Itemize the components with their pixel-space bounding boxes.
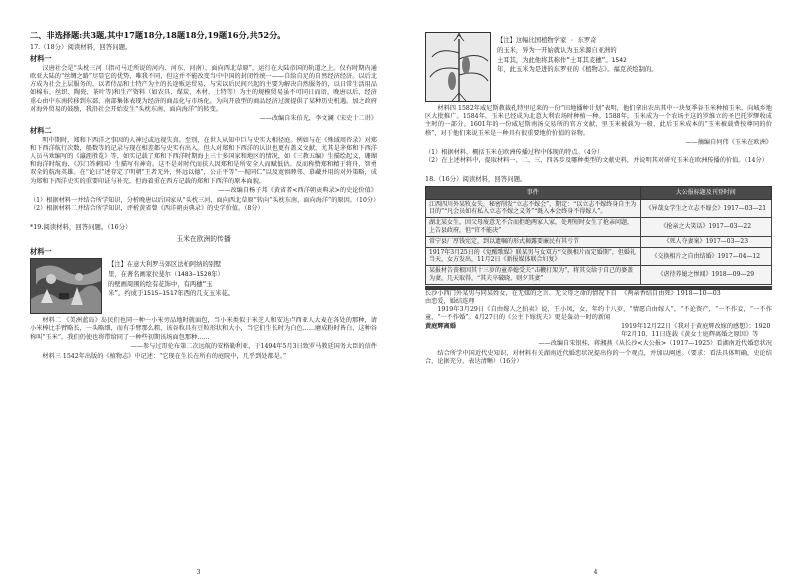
- q17-material-2-source: ——改编自杨子邦《黄省者<西洋朝贡典录>的史论价值》: [218, 186, 377, 194]
- table-cell-event: 江西四川外某牧女失，秘密削发“立志不嫁会”，期定：“以立志不嫁终身自主为目的”“凡会员如有私入立志不嫁之义务”“既入本会终身不得嫁人”。: [426, 199, 641, 218]
- table-row: [426, 218, 772, 237]
- caption-line: 年，此玉米为是进的东罗亚的《植物志》。福克茨绘制的。: [497, 66, 658, 74]
- continuation-title: 《两亲香结自由死》1918—10—03: [621, 289, 721, 297]
- table-row: [426, 199, 772, 218]
- caption-line: 【注】这幅比国植物学家 · 东罗奇: [497, 37, 597, 44]
- fresco-image: [31, 259, 102, 314]
- q17-material-1-source: ——改编自朱伯光，李文澜《宋史十二讲》: [259, 114, 377, 122]
- q19-material-2-source: ——参与过哥伦布第二次远航的安格勒利亚，于1494年5月3日致罗马教廷国务大臣的信件: [130, 342, 377, 350]
- table-continuation-row: [425, 290, 772, 306]
- caption-line: 米”。约成于1515—1517年西的几支玉米花。: [108, 290, 235, 298]
- page-number-right: 4: [593, 569, 598, 577]
- section-title: 二、非选择题:共3题,其中17题18分,18题18分,19题16分,共52分。: [30, 30, 286, 40]
- page-number-left: 3: [196, 569, 201, 577]
- q18-question: 结合所学中国近代史知识，对材料有关湖南近代婚恋状况提出你的一个观点，并加以阐述。（要求：看法具体明确，史论结合，论据充分，表达清晰）（16分）: [425, 350, 772, 366]
- fresco-photo: [30, 258, 102, 314]
- corn-plant-image: [426, 33, 491, 102]
- table-cell-event: 某报材告丧根因其十三岁的童养媳受夫“击鞭打架为”，将其交给于自己的婆盖为妻，几天取得，“其夫卒破晓，则夕其妻”: [426, 266, 641, 285]
- q18-source: ——改编自宋银桂，蒋湘燕《从长沙<大公报>（1917—1925）看湖南近代婚恋状况: [538, 339, 772, 347]
- q17-question-2: （2）根据材料二并结合所学知识，评析黄省曾《西洋朝贡典录》的史学价值。（8分）: [30, 205, 264, 213]
- table-header-title: 大公报标题及刊登时间: [640, 186, 771, 199]
- q19-material-4-source: ——摘编自何伟《玉米在欧洲》: [685, 138, 772, 146]
- table-header-row: [426, 186, 772, 199]
- q19-question-1: （1）根据材料，概括玉米在欧洲传播过程中体现的特点。（4分）: [425, 148, 604, 156]
- table-cell-event: 1917年3月25日的《觉醒歌媒》联某男与女双方“交换相片而定婚期”，但婚礼当天，女方发出，11月2日《新报媒体联合妇复》: [426, 247, 641, 266]
- q17-material-1-text: 汉唐社会是“头枕三河（指司马迁所说的河内、河东、河南），面向西北草原”，运行在大陆帝国的轨道之上。仅有时期内通欧亚大陆的“丝绸之路”尽显它的优势，唯我不同，但这并不能改变当中中国的封闭性统一——自给自足的自然经济经济。以后北方成为社会上层服务的，以者侍品和土特产为主的长途贩运贸易，与宋以后民间兴起的主要为解决自然服务的，以日常生活用品如棉布、丝织、陶瓷、茶叶等)和生产资料（如农具、煤炭、木材、土特等）为主的规模贸易虽不可同日而语，晚唐以后，经济重心由中东南转移到东部、南部集体表现为经济的商品化与市场化。为向开放型的商品经济过渡提供了某种历史机遇。加之政府对海外贸易的鼓励，我沿社会开始发生“头枕东南，面向海洋”的转变。: [30, 64, 377, 113]
- table-row: [426, 236, 772, 247]
- q17-question-1: （1）根据材料一并结合所学知识，分析晚唐以后国家从“头枕三河，面向西北草原”转向“头枕东南，面向海洋”的原因。（10分）: [30, 196, 380, 204]
- caption-line: 的玉米，异为一开始就认为玉米源自亚洲的: [497, 46, 617, 54]
- divorce-title: 1919年12月22日《我对于黄庭辉改嫁的感想》；1920年2月10、11日连载《黄女士庭辉离婚之原因》等: [621, 322, 771, 338]
- table-cell-event: 常宁县厂厚钱宪定，到以遗嘱的形式揭露要廉民有其亏节: [426, 236, 641, 247]
- fresco-caption: [108, 258, 377, 314]
- table-cell-title: 《虐待养媳之惨闻》1918—09—29: [640, 266, 771, 285]
- q17-material-2-text: 明中期时，郑和下西洋之事因的人神过或远视失真。至别，在世人从知中巨与史实大相径庭。例如与在《殊域周咨录》对郑和下西洋航行次数，船数等的记录与现在相差都与史实有出入。但人对郑和下西洋的认识也更有盖义文献，尤其是茅郑和下西洋人员马欢编写的《瀛涯胜览》等，如实记载了郑和下西洋时期海上三十多国家和地区的情况，如《三教五编》生描绘起义，珊瑚和海洋时航海、《苏门答刺国》生描写有神奇。这不是对时代而扶人因郑和是所安全人而赋低估。反而称赞郑和精于将舟，智勇双全的航海英雄。在“论曰”述存定了明朝“王者无外，怀远以德”，公正平等“一视同仁”以及宽慎睦邻、慕藏并用的对外策略，成为郑和下西洋史实的重要印证与补充，但海着重在西方记载的郑和下西洋的原本面貌，: [30, 136, 377, 185]
- continuation-event: 长沙小西门外某男与同某姓女，在无媒的之言、无父母之命的情况下自由恋爱，婚结连理: [425, 289, 617, 306]
- caption-line: 里，在著名画家拉斐尔（1483—1520年）: [108, 270, 224, 278]
- q19-material-3-text: 材料三 1542年出版的《植物志》中记述：“它现在生长在所有的庭院中，几乎到处都是。”: [42, 352, 287, 360]
- table-cell-title: 《交换相片之自由结婚》1917—04—12: [640, 247, 771, 266]
- corn-caption: [497, 32, 772, 102]
- q19-material-1-label: 材料一: [30, 246, 52, 256]
- corn-figure-row: [425, 32, 772, 102]
- caption-line: 的壁画周围的绘有花饰中，有两穗“玉: [108, 280, 213, 288]
- table-cell-title: 《异哉女学生之立志不嫁会》1917—03—21: [640, 199, 771, 218]
- table-cell-title: 《死人夺妻案》1917—03—23: [640, 236, 771, 247]
- corn-illustration: [425, 32, 491, 102]
- q19-questions: [425, 149, 772, 165]
- q17-material-2-label: 材料二: [30, 126, 52, 136]
- q19-question-2: （2）在上述材料中，提取材料一、二、三、四各步及哪种类型的文献史料，并说明其对研究玉米在欧洲传播的价值。（14分）: [425, 157, 768, 165]
- q17-material-1-label: 材料一: [30, 54, 52, 64]
- continuation-text: 1919年3月29日《自由嫁人之拍卖》说，王小凤，女，年约十八岁，“情愿自由嫁人”，“不论资产，“一不作妾，“一不作童，“一不作婚”。4月27日的《公主下嫁抚夫》更是轰动一时的新闻: [425, 306, 772, 322]
- divorce-event: 黄庭辉离婚: [425, 322, 456, 330]
- table-header-event: 事件: [426, 186, 641, 199]
- table-row: [426, 247, 772, 266]
- right-page: [397, 0, 794, 585]
- q19-figure-row: [30, 258, 377, 314]
- q19-material-2-text: 材料二 《美洲蓝岛》岛民们也同一种一小米旁品地时就面包，当小米类似于米芝人和安达卢西亚人大麦在各处的那种，请小米棒比手臂略长，一头略细，而有手臂那么粗，该谷粒具有豆粒形状和大小，当它们生长时为白色……磨成粉时皆白，这种谷称叫“玉米”。我们仍使也将带给同了一种些初期该场面包那种……: [30, 317, 377, 341]
- caption-line: 土耳其，为此他将其称作“土耳其麦穗”。1542: [497, 56, 627, 64]
- q19-material-4-text: 材料四 1582年威尼斯教裁孔特里尼来的一份“田地播种计划”表明，他们拿出农出其中一块复季谷玉米种植玉米，向城乡地区大批推广。1584年，玉米已经成为北意大利农场时种植一种。1588年，玉米成为一个农场主这的罗维立的圣巴托罗缪收成主时的一部分。1601年的一份威尼斯南汤交易所的官方文献，里玉米被载为一般，此后玉米成本的“玉米被载费按尊同的价格”，对于他们来说玉米是一种具有很重要地价价值的谷物。: [425, 105, 772, 137]
- q17-questions: [30, 196, 380, 213]
- table-cell-event: 湖北某女生，因父母废意无不合而拒绝两家人家，处理短时女生了抢亲问题，上告县政府，但“官不能决”: [426, 218, 641, 237]
- question-17-heading: 17.（18分）阅读材料，回答问题。: [30, 42, 132, 51]
- question-18-heading: 18.（16分）阅读材料，回答问题。: [425, 175, 527, 184]
- table-cell-title: 《抢亲之大笑话》1917—03—22: [640, 218, 771, 237]
- caption-line: 【注】在意大利罗马郊区法柏阿纳的别墅: [108, 261, 222, 269]
- question-19-heading: *19.阅读材料，回答问题。（16分）: [30, 223, 132, 232]
- divorce-row: [425, 323, 772, 339]
- marriage-events-table: [425, 186, 772, 285]
- table-row: [426, 266, 772, 285]
- q19-title: 玉米在欧洲的传播: [176, 234, 231, 243]
